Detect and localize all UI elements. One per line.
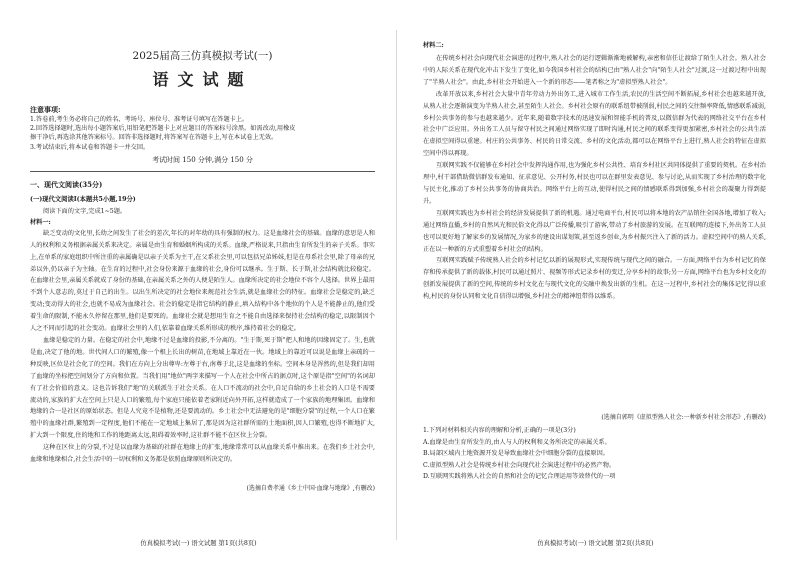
note-line: 3.考试结束后,将本试卷和答题卡一并交回。 [30,143,150,151]
material-label: 材料一: [30,218,51,226]
material-one-body [30,228,375,479]
exam-title: 2025届高三仿真模拟考试(一) [132,50,273,62]
passage-paragraph: 这种在区位上的分裂,不过是以血缘为基础的社群在地缘上的扩张,地缘常常可以从血缘关系中推出来。在我们乡土社会中,血缘和地缘相合,社会生活中的一切权利和义务都是依照血缘原则所决定的。 [30,444,375,464]
question-stem: 1.下列对材料相关内容的理解和分析,正确的一项是(3分) [423,427,576,434]
note-line: 1.答卷前,考生务必将自己的姓名、考场号、座位号、准考证号填写在答题卡上。 [30,116,249,123]
option-c: C.虚拟型熟人社会是传统乡村社会向现代社会演进过程中的必然产物。 [423,461,616,469]
notes-heading: 注意事项: [30,105,61,114]
passage-paragraph: 血缘是稳定的力量。在稳定的社会中,地缘不过是血缘的投影,不分离的。"生于斯,死于斯"把人和地的因缘固定了。生,也就是血,决定了他的地。世代间人口的繁殖,像一个根上长出的树苗,在地域上靠近在一伙。地域上的靠近可以说是血缘上亲疏的一种反映,区位是社会化了的空间。我们在方向上分出尊卑:左尊于右,南尊于北,这是血缘的坐标。空间本身是浑然的,但是我们却用了血缘的坐标把空间划分了方向和位置。当我们用"地位"两字来描写一个人在社会中所占的据点时,这个原是指"空间"的名词却有了社会价值的意义。这也告诉我们"地"的关联派生于社会关系。在人口不流动的社会中,自足自给的乡土社会的人口是不需要流动的,家族的扩大在空间上只是人口的繁殖,每个家庭只能依着老家附近向外开拓,这样就造成了一个家族的地理集团。血缘和地缘的合一是社区的原始状态。但是人究竟不是植物,还是要流动的。乡土社会中无法避免的是"细胞分裂"的过程,一个人口在繁殖中的血缘社群,繁殖到一定程度,他们不能在一定地域上集居了,那是因为这社群所需的土地面积,因人口繁殖,也得不断地扩大,扩大到一个限度,住的地和工作的地距离太远,阻碍着效率时,这社群不能不在区位上分裂。 [30,336,375,440]
option-a: A.血缘是由生育所发生的,由人与人的权利和义务所决定的亲属关系。 [423,438,611,446]
passage-paragraph: 改革开放以来,乡村社会大量中青年劳动力外出务工,进入城市工作生活,农民的生活空间不断拓展,乡村社会也越来越开放,从熟人社会逐渐演变为半熟人社会,甚至陌生人社会。乡村社会原有的联系纽带被削弱,村民之间的交往频率降低,情感联系减弱,乡村公共事务的参与也越来越少。近年来,随着数字技术的迅速发展和智能手机的普及,以微信群为代表的网络社交平台在乡村社会中广泛应用。外出务工人员与留守村民之间通过网络实现了即时沟通,村民之间的联系变得更加紧密,乡村社会的公共生活在虚拟空间得以重建。村庄的公共事务、村民的日常交流、乡村的文化活动,都可以在网络平台上进行,熟人社会的特征在虚拟空间中得以再现。 [423,90,766,158]
page-footer: 仿真模拟考试(一) 语文试题 第1页(共8页) [140,540,257,547]
section-heading: 一、现代文阅读(35分) [30,179,103,189]
source-citation: (选摘自郭明《虚拟型熟人社会:一种新乡村社会形态》,有删改) [601,414,766,421]
header-rule [30,171,375,172]
subsection-heading: (一)现代文阅读Ⅰ(本题共5小题,19分) [30,195,136,203]
material-label: 材料二: [423,42,444,49]
passage-paragraph: 缺乏变动的文化里,长幼之间发生了社会的差次,年长的对年幼的具有强制的权力。这是血缘社会的基础。血缘的意思是人和人的权利和义务根据亲属关系来决定。亲属是由生育和婚姻所构成的关系。血缘,严格说来,只指由生育所发生的亲子关系。事实上,在单系的家庭组织中所注重的亲属确是以亲子关系为主干,在父系社会里,可以包括兄弟姊妹,但是在母系社会里,除了母亲的兄弟以外,仍以亲子为主轴。在生育的过程中,社会身份来源于血缘的社会,身份可以继承。生于斯、长于斯,社会结构就比较稳定。在血缘社会里,亲属关系就成了身份的基础,在亲属关系之外的人便是陌生人。血缘所决定的社会地位不容个人选择。世界上最用不到个人意志的,莫过于自己的出生。以出生所决定的社会地位来规范社会生活,就是血缘社会的特征。血缘社会是稳定的,缺乏变动;变动得大的社会,也就不易成为血缘社会。社会的稳定是指它结构的静止,填入结构中各个地位的个人是不能静止的,他们受着生命的限制,不能永久停留在那里,他们是要死的。血缘社会就是想用生育之不能自由选择来保持社会结构的稳定,以限制因个人之不同而引起的社会变动。血缘社会里的人们,依靠着血缘关系所形成的秩序,维持着社会的稳定。 [30,229,375,333]
subject-title: 语文试题 [152,70,253,89]
passage-paragraph: 互联网实践不仅能够在乡村社会中发挥沟通作用,也为强化乡村公共性、培育乡村社区共同体提供了重要的契机。在乡村治理中,村干部借助微信群发布通知、征求意见、公开村务,村民也可以在群里发表意见、参与讨论,从而实现了乡村治理的数字化与民主化,推动了乡村公共事务的协商共治。网络平台上的互动,使得村民之间的情感联系得到加强,乡村社会的凝聚力得到提升。 [423,162,766,205]
right-page [397,0,794,562]
note-line: 2.回答选择题时,选出每小题答案后,用铅笔把答题卡上对应题目的答案标号涂黑。如需改动,用橡皮 [30,125,296,133]
reading-instruction: 阅读下面的文字,完成1~5题。 [43,207,127,215]
option-b: B.局部区域内土地资源开发是导致血缘社会中细胞分裂的直接原因。 [423,450,609,458]
material-two-body [423,53,766,408]
passage-paragraph: 互联网实践赋予传统熟人社会的乡村记忆以新的展现形式,实现传统与现代之间的融合。一方面,网络平台为乡村记忆的保存和传承提供了新的载体,村民可以通过照片、视频等形式记录乡村的变迁,分享乡村的故事;另一方面,网络平台也为乡村文化的创新发展提供了新的空间,传统的乡村文化在与现代文化的交融中焕发出新的生机。在这一过程中,乡村社会的集体记忆得以重构,村民的身份认同和文化自信得以增强,乡村社会的精神纽带得以维系。 [423,257,766,301]
passage-paragraph: 互联网实践也为乡村社会的经济发展提供了新的机遇。通过电商平台,村民可以将本地的农产品销往全国各地,增加了收入;通过网络直播,乡村的自然风光和民俗文化得以广泛传播,吸引了游客,带动了乡村旅游的发展。在互联网的连接下,外出务工人员也可以更好地了解家乡的发展情况,为家乡的建设出谋划策,甚至返乡创业,为乡村振兴注入了新的活力。虚拟空间中的熟人关系,正在以一种新的方式重塑着乡村社会的结构。 [423,209,766,253]
option-d: D.互联网实践将熟人社会的自然和社会的记忆合理运用等效替代的一项 [423,473,616,481]
page-footer: 仿真模拟考试(一) 语文试题 第2页(共8页) [537,540,654,547]
source-citation: (选摘自费孝通《乡土中国·血缘与地缘》,有删改) [246,484,375,492]
exam-time-line: 考试时间 150 分钟,满分 150 分 [152,155,253,164]
note-line: 擦干净后,再选涂其他答案标号。回答非选择题时,将答案写在答题卡上,写在本试卷上无效。 [30,134,278,142]
passage-paragraph: 在传统乡村社会向现代社会演进的过程中,熟人社会的运行逻辑渐渐地被解构,亲密和信任让渡给了陌生人社会。熟人社会中的人际关系在现代化冲击下发生了变化,如今我国乡村社会的结构已由"熟人社会"向"陌生人社会"过渡,这一过渡过程中出现了"半熟人社会"。由此,乡村社会开始进入一个新的形态——笔者称之为"虚拟型熟人社会"。 [423,55,766,86]
